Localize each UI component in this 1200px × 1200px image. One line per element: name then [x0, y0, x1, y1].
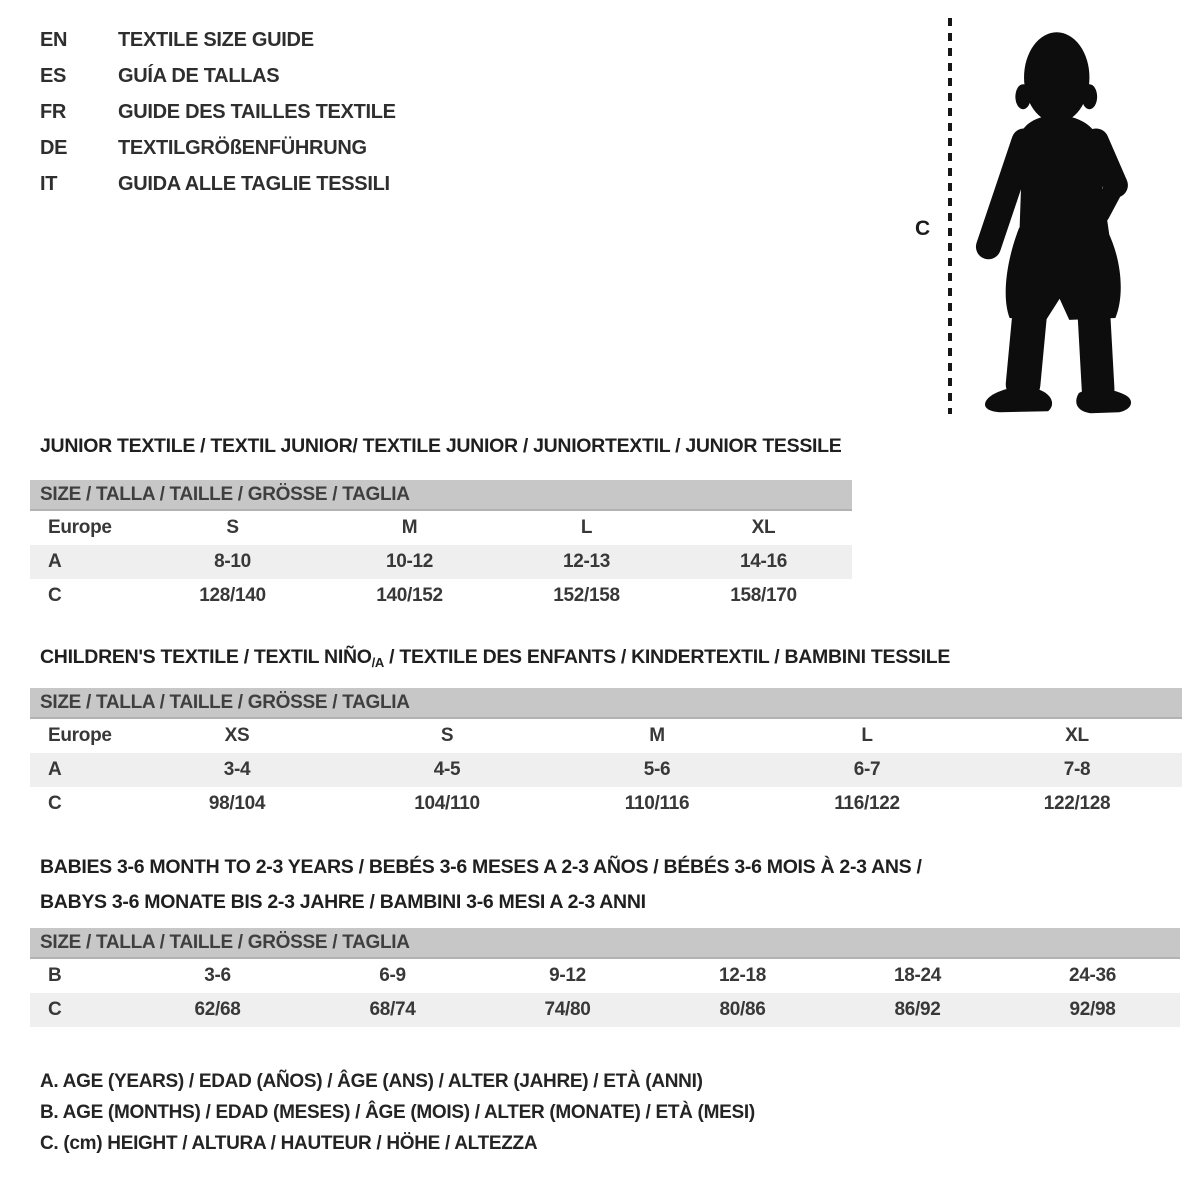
language-row-es — [40, 58, 396, 94]
children-section-title — [40, 646, 950, 670]
height-measure-dashed-line — [948, 18, 952, 414]
row-label: C — [48, 585, 62, 606]
legend-line-a: A. AGE (YEARS) / EDAD (AÑOS) / ÂGE (ANS) / ALTER (JAHRE) / ETÀ (ANNI) — [40, 1070, 703, 1092]
cell-value: 7-8 — [1063, 759, 1091, 780]
cell-value: 116/122 — [834, 793, 900, 814]
language-row-en — [40, 22, 396, 58]
babies-title-line1: BABIES 3-6 MONTH TO 2-3 YEARS / BEBÉS 3-6 MESES A 2-3 AÑOS / BÉBÉS 3-6 MOIS À 2-3 ANS / — [40, 856, 922, 878]
children-title-main: CHILDREN'S TEXTILE / TEXTIL NIÑO — [40, 646, 372, 668]
table-row-height — [30, 787, 1182, 821]
language-code: FR — [40, 100, 67, 123]
cell-value: 98/104 — [208, 793, 266, 814]
children-title-sub: /A — [371, 655, 385, 670]
cell-value: XL — [751, 517, 776, 538]
language-code: DE — [40, 136, 68, 159]
cell-value: 6-7 — [853, 759, 881, 780]
size-header-bar: SIZE / TALLA / TAILLE / GRÖSSE / TAGLIA — [30, 928, 1180, 959]
cell-value: 152/158 — [553, 585, 620, 606]
babies-title-line2: BABYS 3-6 MONATE BIS 2-3 JAHRE / BAMBINI 3-6 MESI A 2-3 ANNI — [40, 891, 646, 913]
children-title-rest: / TEXTILE DES ENFANTS / KINDERTEXTIL / BAMBINI TESSILE — [384, 646, 951, 668]
size-header-bar: SIZE / TALLA / TAILLE / GRÖSSE / TAGLIA — [30, 480, 852, 511]
baby-toddler-silhouette-icon — [960, 14, 1140, 418]
cell-value: 3-6 — [204, 965, 231, 986]
cell-value: 6-9 — [379, 965, 406, 986]
cell-value: S — [440, 725, 454, 746]
table-row-months — [30, 959, 1180, 993]
language-title-list — [40, 22, 396, 202]
cell-value: XS — [224, 725, 250, 746]
legend-line-b: B. AGE (MONTHS) / EDAD (MESES) / ÂGE (MOIS) / ALTER (MONATE) / ETÀ (MESI) — [40, 1101, 755, 1123]
table-row-age — [30, 753, 1182, 787]
cell-value: 5-6 — [643, 759, 671, 780]
measure-label-c: C — [915, 217, 931, 240]
row-label: C — [48, 793, 62, 814]
junior-section-title: JUNIOR TEXTILE / TEXTIL JUNIOR/ TEXTILE JUNIOR / JUNIORTEXTIL / JUNIOR TESSILE — [40, 435, 842, 457]
cell-value: 62/68 — [194, 999, 241, 1020]
language-code: IT — [40, 172, 58, 195]
size-header-bar: SIZE / TALLA / TAILLE / GRÖSSE / TAGLIA — [30, 688, 1182, 719]
table-row-height — [30, 579, 852, 613]
language-title: GUÍA DE TALLAS — [118, 64, 280, 87]
children-size-table — [30, 688, 1182, 821]
row-label: C — [48, 999, 62, 1020]
cell-value: M — [401, 517, 418, 538]
language-title: GUIDA ALLE TAGLIE TESSILI — [118, 172, 390, 195]
cell-value: 8-10 — [214, 551, 251, 572]
cell-value: 122/128 — [1043, 793, 1111, 814]
cell-value: 110/116 — [624, 793, 690, 814]
language-title: GUIDE DES TAILLES TEXTILE — [118, 100, 396, 123]
table-row-europe — [30, 719, 1182, 753]
language-title: TEXTILGRÖßENFÜHRUNG — [118, 136, 367, 159]
cell-value: 80/86 — [719, 999, 766, 1020]
row-label: A — [48, 551, 62, 572]
babies-size-table — [30, 928, 1180, 1027]
cell-value: 74/80 — [544, 999, 591, 1020]
legend-line-c: C. (cm) HEIGHT / ALTURA / HAUTEUR / HÖHE / ALTEZZA — [40, 1132, 538, 1154]
table-row-europe — [30, 511, 852, 545]
row-label: Europe — [48, 725, 112, 746]
cell-value: 3-4 — [223, 759, 251, 780]
cell-value: 104/110 — [414, 793, 480, 814]
cell-value: 158/170 — [730, 585, 797, 606]
cell-value: 128/140 — [199, 585, 266, 606]
cell-value: S — [226, 517, 239, 538]
cell-value: 140/152 — [376, 585, 443, 606]
table-row-age — [30, 545, 852, 579]
row-label: A — [48, 759, 62, 780]
cell-value: 68/74 — [369, 999, 416, 1020]
row-label: Europe — [48, 517, 112, 538]
cell-value: 14-16 — [739, 551, 788, 572]
junior-size-table — [30, 480, 852, 613]
language-row-de — [40, 130, 396, 166]
cell-value: L — [580, 517, 593, 538]
table-row-height — [30, 993, 1180, 1027]
language-code: EN — [40, 28, 68, 51]
cell-value: M — [649, 725, 665, 746]
language-row-it — [40, 166, 396, 202]
cell-value: XL — [1065, 725, 1089, 746]
cell-value: 9-12 — [549, 965, 586, 986]
language-title: TEXTILE SIZE GUIDE — [118, 28, 314, 51]
babies-section-title — [40, 850, 922, 920]
row-label: B — [48, 965, 62, 986]
cell-value: L — [861, 725, 873, 746]
legend — [40, 1066, 755, 1159]
language-row-fr — [40, 94, 396, 130]
cell-value: 86/92 — [894, 999, 941, 1020]
cell-value: 12-13 — [562, 551, 611, 572]
language-code: ES — [40, 64, 67, 87]
cell-value: 24-36 — [1068, 965, 1117, 986]
cell-value: 4-5 — [433, 759, 461, 780]
cell-value: 18-24 — [893, 965, 942, 986]
cell-value: 92/98 — [1069, 999, 1116, 1020]
cell-value: 12-18 — [718, 965, 767, 986]
cell-value: 10-12 — [385, 551, 434, 572]
